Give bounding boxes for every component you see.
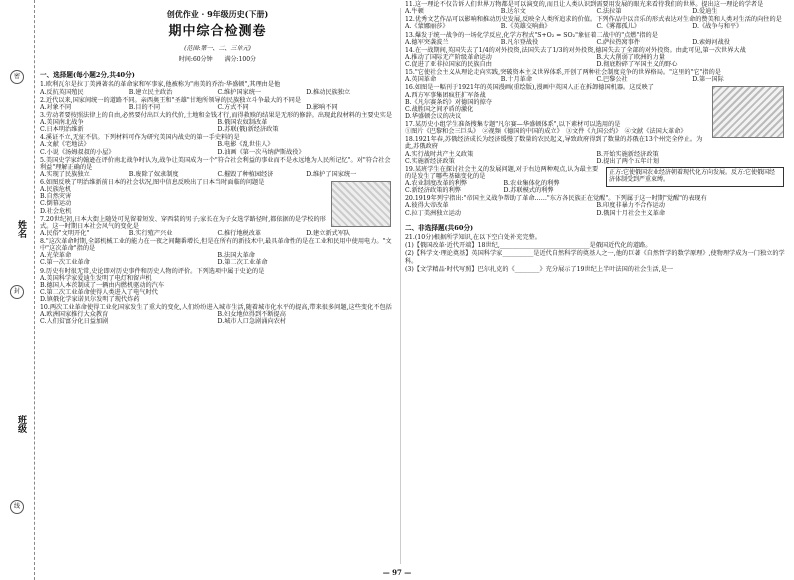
option-list — [405, 8, 788, 15]
exam-scope: (范围:第一、二、三单元) — [184, 45, 251, 53]
question — [40, 157, 395, 178]
option-list — [40, 275, 395, 304]
question-stem: 18.1921年春,苏俄经济成长为经济缓慢了数量的农民起义,导致政府得到了数量的苏俄在13个州完全停止。为此,苏俄政府 — [405, 136, 703, 151]
option: A.农业制度改革的利弊 — [405, 180, 468, 187]
column-divider — [400, 8, 401, 564]
option: C.萨拉热窝事件 — [596, 38, 641, 46]
question-stem: 1.欧利瓦尔是拉丁美洲著名的革命家和军事家,他被称为"南美的乔治·华盛顿",其理由是他 — [40, 81, 281, 89]
option: A.推动了国际无产阶级革命运动 — [405, 53, 492, 61]
option: B.目的不同 — [128, 103, 161, 111]
option-list — [405, 202, 788, 216]
option: C.方式不同 — [217, 103, 249, 111]
option-list — [405, 180, 602, 194]
question-stem: 12.优秀文艺作品可以影响和推动历史发展,反映全人类所追求的价值。下列作品中以音乐的形式表达对生命的赞美和人类对生活的向往的是 — [405, 16, 782, 24]
option: B.法国大革命 — [217, 252, 255, 260]
question-stem: 15."它使社会主义从理论走向实践,突破资本主义世界体系,开创了两种社会制度竞争的世界格局。"这里的"它"指的是 — [405, 69, 721, 77]
option: B.废除了奴隶制度 — [128, 170, 179, 178]
option: A.牛顿 — [405, 8, 424, 16]
question — [405, 1, 788, 15]
option-list — [405, 92, 708, 121]
question — [405, 195, 788, 216]
option: D.俄国十月社会主义革命 — [596, 209, 666, 217]
option: C.摧毁了种植园经济 — [217, 170, 274, 178]
question-list — [405, 1, 788, 217]
option-list — [40, 230, 395, 237]
option: C.实施新经济政策 — [405, 157, 455, 165]
question — [405, 32, 788, 46]
option: B.妇女地位得到不断提高 — [217, 311, 286, 319]
question — [40, 238, 395, 267]
option: A.英国革命 — [405, 76, 437, 84]
option-list — [405, 128, 708, 135]
option: D.维护了国家统一 — [306, 170, 357, 178]
option: C.巴黎公社 — [596, 76, 628, 84]
option: D.爱迪生 — [692, 8, 718, 16]
option-list — [405, 39, 788, 46]
question-stem: 17.某历史小组学生准备搜集专题"凡尔赛—华盛顿体系",以下素材可以选用的是 — [405, 121, 621, 128]
option: B.凡尔登战役 — [500, 38, 539, 46]
option: A.彼得大帝改革 — [405, 202, 449, 210]
question-stem: 8."这次革命时期,全部机械工业的能力在一夜之间翻番增长,但是在所有的新技术中,最具革命性的是在工业和民用中使用电力。"文中"这次革命"指的是 — [40, 238, 392, 253]
option: C.倒幕运动 — [40, 200, 72, 208]
option: D.苏联模式的利弊 — [503, 187, 554, 195]
option: C.维护国家统一 — [217, 88, 262, 96]
option: B.实行殖产兴业 — [128, 229, 173, 237]
option: B.农业集体化的利弊 — [503, 180, 560, 187]
option: A.欧洲国家推行大众教育 — [40, 311, 109, 319]
option: B.自然灾害 — [40, 193, 72, 201]
option: D.彻底粉碎了军国主义的野心 — [596, 61, 678, 68]
section-heading: 二、非选择题(共60分) — [405, 223, 474, 232]
option: A.德军突袭波兰 — [405, 38, 449, 46]
option: B.德国人本茨制成了一辆由内燃机驱动的汽车 — [40, 281, 165, 289]
option-list — [40, 119, 395, 133]
option: C.人们贫富分化日益加剧 — [40, 318, 109, 326]
option: B.印度非暴力不合作运动 — [596, 202, 665, 210]
option: C.《雾都孤儿》 — [596, 23, 641, 31]
option: D.提出了两个五年计划 — [596, 157, 659, 165]
quote-box: 正方:它使俄国农业经济朝着现代化方向发展。反方:它使俄国经济体制受到严重束缚。 — [606, 167, 784, 187]
left-column — [40, 0, 395, 570]
option: D.城市人口急剧涌向农村 — [217, 318, 287, 326]
option-list — [40, 252, 395, 266]
question — [40, 81, 395, 95]
question — [40, 112, 395, 133]
option: A.西方军事集团疯狂扩军备战 — [405, 91, 486, 99]
option: B.达尔文 — [500, 8, 526, 16]
question — [40, 179, 395, 215]
question-stem: 2.近代以来,国家间统一的道路不同。亲西奥王和"圣雄"甘地所领导的民族独立斗争最大的不同是 — [40, 96, 302, 104]
question-figure — [331, 181, 391, 227]
page-title: 期中综合检测卷 — [168, 24, 267, 40]
option-list — [40, 311, 395, 325]
option: D.华盛顿会议的决议 — [405, 112, 462, 120]
name-label: 姓名 — [16, 220, 26, 238]
exam-time: 时间:60分钟 满分:100分 — [178, 56, 257, 64]
right-column — [405, 0, 788, 570]
question-stem: 7.20世纪初,日本大街上随处可见留着短发、穿西装的男子;家长在为子女选学路径时,都依据的是学校的形式。这一时期日本社会风气的变化是 — [40, 215, 326, 230]
option: C.拉丁美洲独立运动 — [405, 209, 461, 217]
option: D.第一国际 — [692, 76, 724, 84]
question — [40, 268, 395, 304]
fill-in-item: (1)【俄国改革·近代开端】18世纪,_____________________________是俄国近代化的道路。 — [405, 242, 652, 250]
option-list — [40, 171, 395, 178]
option: D.第二次工业革命 — [217, 259, 268, 267]
option: A.美国科学家爱迪生发明了电灯和留声机 — [40, 274, 152, 282]
question-stem: 20.1919年列宁指出:"帝国主义战争帮助了革命……"东方各民族正在觉醒"。下列属于这一时期"觉醒"的表现有 — [405, 195, 707, 203]
option: A.光荣革命 — [40, 252, 72, 260]
option-list — [405, 76, 788, 83]
option: C.推行地税改革 — [217, 229, 262, 237]
option-list — [40, 104, 395, 111]
option: C.小说《汤姆叔叔的小屋》 — [40, 148, 115, 156]
question — [40, 304, 395, 325]
question-stem: 4.溪证不立,无征不信。下列材料可作为研究美国内战史的第一手史料的是 — [40, 134, 240, 142]
question — [405, 69, 788, 83]
question-stem: 14.在一战期间,英国失去了1/4的对外投资,法国失去了1/3的对外投资,德国失去了全部的对外投资。由此可见,第一次世界大战 — [405, 46, 746, 54]
option: D.社会危机 — [40, 207, 72, 215]
option: B.《凡尔赛条约》对德国的掠夺 — [405, 98, 492, 106]
question-stem: 9.历史有时很无常,史论即对历史事件和历史人物的评价。下列选项中属于史论的是 — [40, 267, 265, 275]
question — [405, 84, 788, 120]
option: B.《英雄交响曲》 — [500, 23, 551, 31]
option: A.反抗英国殖民 — [40, 88, 84, 96]
question — [405, 16, 788, 30]
question-stem: 10.两次工业革命使得工业化国家发生了重大的变化,人们纷纷进入城市生活,随着城市化水平的提高,带来很多问题,这些变化不包括 — [40, 304, 392, 312]
option-list — [405, 54, 788, 68]
seal-mark: 线 — [10, 500, 24, 514]
seal-mark: 封 — [10, 285, 24, 299]
fill-in-item: (3)【文学精品·时代写照】巴尔扎克的《________》充分展示了19世纪上半叶法国的社会生活,是一 — [405, 265, 674, 273]
binding-margin — [0, 0, 35, 580]
option: D.索姆河战役 — [692, 38, 730, 46]
option: B.俄国农奴制改革 — [217, 119, 268, 127]
question-stem: 19.某班学生在探讨社会主义的发展问题,对于右边两种观点,认为最主要的是发生了哪些基础变化的是 — [405, 165, 599, 180]
option: A.对象不同 — [40, 103, 72, 111]
option-list — [40, 186, 327, 215]
question-stem: 3.劳动者要按照法律上的自由,必然要付出巨大的代价,土地和金钱才行,而得救赎的结果是无形的修辞。出现此段材料的主要史实是 — [40, 111, 393, 119]
question — [40, 134, 395, 155]
option-list — [40, 141, 395, 155]
option: D.油画《第一次马纳萨斯战役》 — [217, 148, 305, 156]
option: C.促进了亚非拉国家的民族自由 — [405, 61, 492, 68]
question-list — [40, 81, 395, 325]
option: C.战胜国之间矛盾的激化 — [405, 105, 474, 113]
option: A.美国南北战争 — [40, 119, 84, 127]
question-stem: 16.如图是一幅刊于1921年的英国漫画(重绘版),漫画中英国人正在拆卸德国机器。这反映了 — [405, 84, 654, 92]
page-number: — 97 — — [382, 567, 412, 577]
fill-in-item: (2)【科学文·理论奠基】英国科学家__________是近代自然科学的奠基人之一,他的巨著《自然哲学的数学原理》,使物理学成为一门独立的学科。 — [405, 250, 785, 265]
question-figure — [712, 86, 784, 138]
question-stem: 21.(10分)根据所学知识,在以下空白处补充完整。 — [405, 234, 541, 242]
option: C.日本明治维新 — [40, 126, 84, 134]
question-stem: 13.爆发于统一战争的一场化学反应,化学方程式"S+O₂ = SO₂"象征着二战中的"点燃"指的是 — [405, 31, 658, 39]
option: B.大大削弱了欧洲的力量 — [596, 53, 665, 61]
seal-mark: 密 — [10, 70, 24, 84]
option: C.新经济政策的利弊 — [405, 187, 461, 195]
option-list — [405, 23, 788, 30]
class-label: 班级 — [16, 415, 26, 433]
option-list — [40, 89, 395, 96]
option: A.民俗"文明开化" — [40, 229, 90, 237]
option: A.民族危机 — [40, 186, 72, 194]
option: C.第一次工业革命 — [40, 259, 90, 267]
question-stem: 11.这一理论不仅告诉人们世界万物都是可以演变的,而且让人类认识到需要用发展的眼光来看待我们的世界。提出这一理论的学者是 — [405, 1, 764, 8]
option: B.开始实施新经济政策 — [596, 150, 659, 158]
option: C.第二次工业革命使得人类进入了电气时代 — [40, 288, 158, 296]
option: ①图片《巴黎和会三巨头》 ②视频《德国的中国的成立》 ③文件《九国公约》 ④文献《法国大革命》 — [405, 128, 687, 136]
option: D.影响不同 — [306, 103, 338, 111]
option: A.实现了民族独立 — [40, 170, 90, 178]
question — [405, 166, 788, 195]
option: B.十月革命 — [500, 76, 533, 84]
option: A.实行战时共产主义政策 — [405, 150, 474, 158]
question-stem: 5.美国史学家约翰逊在评价南北战争时认为,战争让美国成为一个"符合社会利益的事业而不是永远地为人民所记忆"。对"符合社会利益"理解正确的是 — [40, 156, 391, 171]
option: A.文献《宅地法》 — [40, 141, 90, 149]
option: D.建立新式军队 — [306, 229, 351, 237]
option: D.推动民族独立 — [306, 88, 351, 96]
question — [405, 47, 788, 68]
option-list — [405, 151, 788, 165]
section-heading: 一、选择题(每小题2分,共40分) — [40, 70, 135, 79]
question — [40, 97, 395, 111]
option: B.建立民主政治 — [128, 88, 173, 96]
question-stem: 6.如图反映了明治维新前日本的社会状况,图中信息反映出了日本当时面临的问题是 — [40, 179, 265, 187]
question — [405, 234, 788, 273]
option: D.《战争与和平》 — [692, 23, 743, 31]
option: C.法拉第 — [596, 8, 622, 16]
option: D.镇俄化学家诺贝尔发明了现代炸药 — [40, 296, 140, 304]
option: B.电影《乱世佳人》 — [217, 141, 274, 149]
question — [405, 136, 788, 165]
fill-in-list — [405, 242, 788, 273]
option: D.苏联(俄)新经济政策 — [217, 126, 279, 134]
series-title: 创优作业 · 9年级历史(下册) — [166, 9, 269, 19]
option: A.《蒙娜丽莎》 — [405, 23, 449, 31]
